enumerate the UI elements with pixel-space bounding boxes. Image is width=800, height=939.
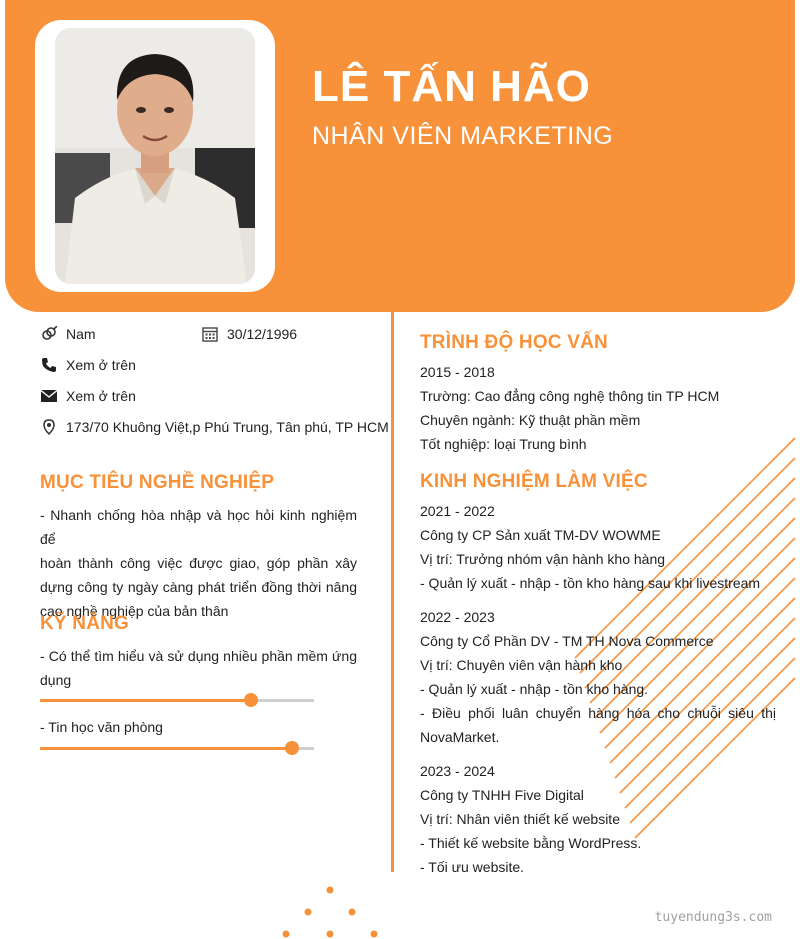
birthdate-value: 30/12/1996 (227, 326, 298, 342)
job-1-duty: - Quản lý xuất - nhập - tồn kho hàng sau khi livestream (420, 575, 761, 591)
education-school: Trường: Cao đẳng công nghệ thông tin TP HCM (420, 388, 720, 404)
job-2-position: Vị trí: Chuyên viên vận hành kho (420, 657, 623, 673)
skill-line: - Có thể tìm hiểu và sử dụng nhiều phần mềm ứng (40, 648, 357, 664)
objective-line: cao nghề nghiệp của bản thân (40, 603, 229, 619)
education-title: TRÌNH ĐỘ HỌC VẤN (420, 332, 608, 353)
experience-title: KINH NGHIỆM LÀM VIỆC (420, 471, 648, 492)
job-1-period: 2021 - 2022 (420, 503, 495, 519)
objective-line: hoàn thành công việc được giao, góp phần xây (40, 555, 357, 571)
objective-title: MỤC TIÊU NGHỀ NGHIỆP (40, 472, 275, 493)
skill-line: - Tin học văn phòng (40, 719, 163, 735)
job-3-duty: - Thiết kế website bằng WordPress. (420, 835, 642, 851)
skill-line: dụng (40, 672, 72, 688)
education-grade: Tốt nghiệp: loại Trung bình (420, 436, 587, 452)
job-title: NHÂN VIÊN MARKETING (312, 122, 614, 150)
job-3-period: 2023 - 2024 (420, 763, 495, 779)
job-2-period: 2022 - 2023 (420, 609, 495, 625)
gender-value: Nam (66, 326, 96, 342)
phone-value: Xem ở trên (66, 357, 136, 373)
address-value: 173/70 Khuông Việt,p Phú Trung, Tân phú, TP HCM (66, 419, 389, 435)
objective-line: dựng công ty ngày càng phát triển đồng thời nâng (40, 579, 357, 595)
job-1-company: Công ty CP Sản xuất TM-DV WOWME (420, 527, 661, 543)
job-2-company: Công ty Cổ Phần DV - TM TH Nova Commerce (420, 633, 714, 649)
education-period: 2015 - 2018 (420, 364, 495, 380)
job-2-duty: - Điều phối luân chuyển hàng hóa cho chuỗi siêu thị (420, 705, 776, 721)
candidate-name: LÊ TẤN HÃO (312, 62, 591, 111)
job-3-company: Công ty TNHH Five Digital (420, 787, 584, 803)
job-2-duty: NovaMarket. (420, 729, 500, 745)
job-3-duty: - Tối ưu website. (420, 859, 525, 875)
job-1-position: Vị trí: Trưởng nhóm vận hành kho hàng (420, 551, 666, 567)
email-value: Xem ở trên (66, 388, 136, 404)
education-major: Chuyên ngành: Kỹ thuật phần mềm (420, 412, 641, 428)
skills-title: KỸ NĂNG (40, 613, 130, 634)
watermark: tuyendung3s.com (654, 910, 772, 925)
job-3-position: Vị trí: Nhân viên thiết kế website (420, 811, 620, 827)
job-2-duty: - Quản lý xuất - nhập - tồn kho hàng. (420, 681, 649, 697)
objective-line: - Nhanh chống hòa nhập và học hỏi kinh nghiệm để (40, 507, 357, 547)
